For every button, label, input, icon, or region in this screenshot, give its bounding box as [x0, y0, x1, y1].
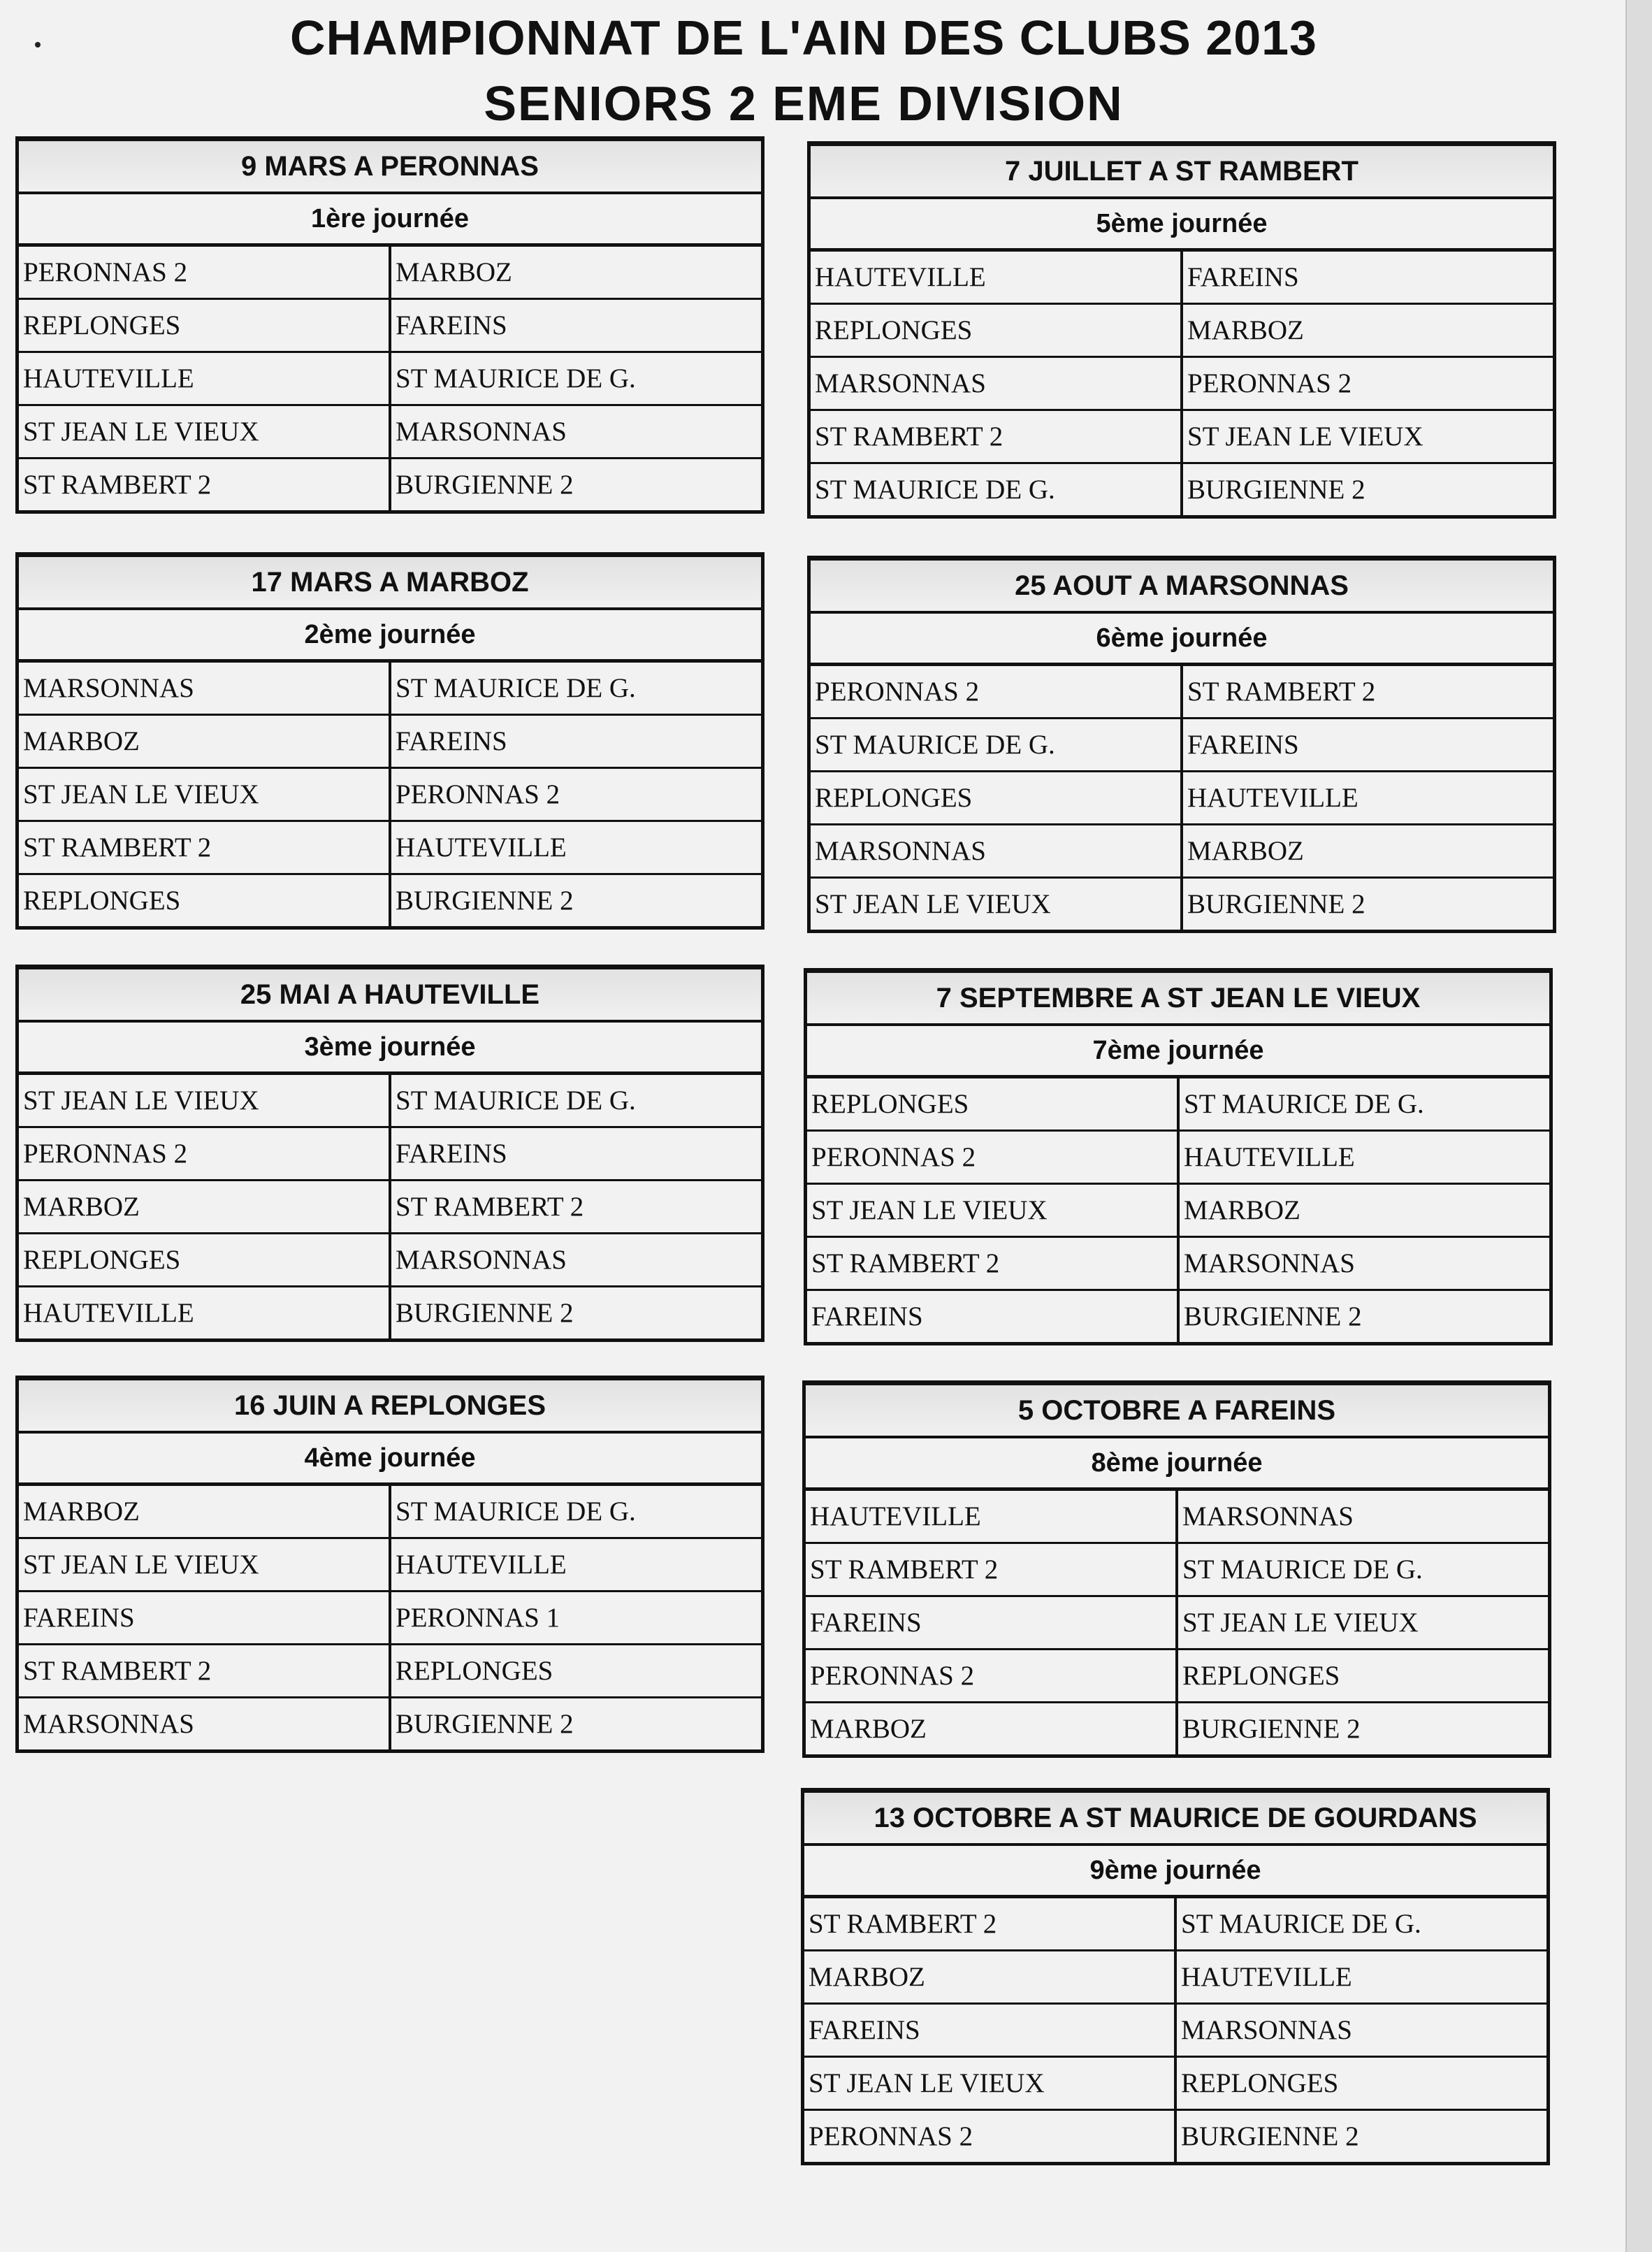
match-row [807, 1078, 1549, 1132]
match-row [811, 252, 1553, 305]
away-team: MARSONNAS [1181, 2015, 1352, 2045]
home-team: MARSONNAS [19, 663, 391, 714]
home-team: ST JEAN LE VIEUX [807, 1185, 1180, 1236]
away-team: FAREINS [1187, 730, 1299, 760]
match-row [19, 1075, 761, 1128]
away-team: FAREINS [396, 726, 507, 756]
home-team: HAUTEVILLE [811, 252, 1183, 303]
round-date-venue: 7 JUILLET A ST RAMBERT [811, 146, 1553, 199]
away-team: MARSONNAS [1182, 1501, 1354, 1531]
home-team: HAUTEVILLE [19, 353, 391, 404]
home-team: FAREINS [804, 2005, 1177, 2056]
match-row [807, 1132, 1549, 1185]
home-team: ST RAMBERT 2 [806, 1544, 1178, 1595]
home-team: REPLONGES [19, 1234, 391, 1285]
away-team: HAUTEVILLE [396, 1550, 567, 1580]
away-team: ST RAMBERT 2 [1187, 677, 1376, 707]
home-team: ST JEAN LE VIEUX [19, 769, 391, 820]
home-team: REPLONGES [811, 305, 1183, 356]
match-row [804, 1898, 1546, 1951]
away-team: FAREINS [1187, 262, 1299, 292]
match-row [19, 353, 761, 406]
away-team: MARBOZ [1187, 836, 1304, 866]
home-team: MARSONNAS [811, 358, 1183, 409]
away-team: BURGIENNE 2 [1182, 1714, 1361, 1744]
match-row [806, 1597, 1548, 1650]
home-team: ST RAMBERT 2 [19, 459, 391, 510]
home-team: PERONNAS 2 [807, 1132, 1180, 1183]
away-team: FAREINS [396, 310, 507, 340]
match-row [804, 2005, 1546, 2058]
round-number: 3ème journée [19, 1023, 761, 1075]
away-team: ST JEAN LE VIEUX [1182, 1608, 1419, 1638]
away-team: MARSONNAS [396, 417, 567, 447]
away-team: FAREINS [396, 1139, 507, 1169]
away-team: ST MAURICE DE G. [1184, 1089, 1424, 1119]
match-row [811, 411, 1553, 464]
away-team: ST MAURICE DE G. [1181, 1909, 1421, 1939]
match-row [806, 1703, 1548, 1754]
round-block [804, 968, 1553, 1345]
home-team: ST RAMBERT 2 [804, 1898, 1177, 1949]
round-number: 6ème journée [811, 614, 1553, 666]
home-team: REPLONGES [19, 875, 391, 926]
away-team: HAUTEVILLE [1181, 1962, 1352, 1992]
home-team: MARBOZ [19, 1486, 391, 1537]
match-row [19, 1698, 761, 1749]
match-row [806, 1544, 1548, 1597]
home-team: PERONNAS 2 [811, 666, 1183, 717]
away-team: PERONNAS 1 [396, 1603, 560, 1633]
home-team: MARBOZ [804, 1951, 1177, 2002]
round-number: 9ème journée [804, 1846, 1546, 1898]
match-row [19, 1592, 761, 1645]
away-team: REPLONGES [1182, 1661, 1340, 1691]
round-date-venue: 13 OCTOBRE A ST MAURICE DE GOURDANS [804, 1793, 1546, 1846]
document-subtitle: SENIORS 2 EME DIVISION [484, 76, 1124, 131]
match-row [19, 1181, 761, 1234]
home-team: ST JEAN LE VIEUX [19, 406, 391, 457]
home-team: MARSONNAS [811, 825, 1183, 876]
match-row [811, 666, 1553, 719]
home-team: REPLONGES [807, 1078, 1180, 1129]
away-team: BURGIENNE 2 [1187, 889, 1365, 919]
match-row [19, 406, 761, 459]
match-row [19, 663, 761, 716]
away-team: BURGIENNE 2 [396, 470, 574, 500]
round-date-venue: 17 MARS A MARBOZ [19, 557, 761, 610]
match-row [811, 305, 1553, 358]
round-block [807, 141, 1556, 519]
away-team: MARSONNAS [1184, 1248, 1355, 1278]
round-number: 5ème journée [811, 199, 1553, 252]
round-block [801, 1788, 1550, 2165]
away-team: HAUTEVILLE [1187, 783, 1358, 813]
home-team: MARBOZ [19, 1181, 391, 1232]
match-row [19, 459, 761, 510]
round-number: 7ème journée [807, 1026, 1549, 1078]
home-team: MARBOZ [19, 716, 391, 767]
match-row [19, 1539, 761, 1592]
home-team: FAREINS [806, 1597, 1178, 1648]
round-number: 8ème journée [806, 1438, 1548, 1491]
round-date-venue: 25 AOUT A MARSONNAS [811, 561, 1553, 614]
match-row [19, 1234, 761, 1287]
home-team: PERONNAS 2 [19, 247, 391, 298]
home-team: ST JEAN LE VIEUX [811, 879, 1183, 930]
match-row [811, 825, 1553, 879]
away-team: HAUTEVILLE [1184, 1142, 1355, 1172]
match-row [19, 1128, 761, 1181]
match-row [807, 1291, 1549, 1342]
home-team: REPLONGES [19, 300, 391, 351]
round-block [807, 556, 1556, 933]
round-number: 4ème journée [19, 1434, 761, 1486]
home-team: FAREINS [807, 1291, 1180, 1342]
match-row [19, 1645, 761, 1698]
round-block [15, 1376, 765, 1753]
match-row [19, 822, 761, 875]
home-team: HAUTEVILLE [19, 1287, 391, 1338]
home-team: ST JEAN LE VIEUX [19, 1539, 391, 1590]
away-team: BURGIENNE 2 [1184, 1301, 1362, 1331]
match-row [804, 2058, 1546, 2111]
round-date-venue: 16 JUIN A REPLONGES [19, 1380, 761, 1434]
home-team: ST RAMBERT 2 [19, 822, 391, 873]
away-team: BURGIENNE 2 [396, 886, 574, 916]
document-title: CHAMPIONNAT DE L'AIN DES CLUBS 2013 [290, 10, 1317, 65]
round-number: 1ère journée [19, 194, 761, 247]
away-team: BURGIENNE 2 [396, 1709, 574, 1739]
match-row [19, 716, 761, 769]
away-team: ST MAURICE DE G. [1182, 1554, 1423, 1585]
home-team: ST JEAN LE VIEUX [19, 1075, 391, 1126]
match-row [811, 879, 1553, 930]
away-team: MARSONNAS [396, 1245, 567, 1275]
match-row [19, 1287, 761, 1338]
home-team: PERONNAS 2 [19, 1128, 391, 1179]
away-team: ST MAURICE DE G. [396, 1085, 636, 1116]
match-row [804, 1951, 1546, 2005]
match-row [19, 247, 761, 300]
round-block [15, 552, 765, 930]
away-team: PERONNAS 2 [1187, 368, 1352, 398]
round-date-venue: 25 MAI A HAUTEVILLE [19, 969, 761, 1023]
match-row [804, 2111, 1546, 2162]
match-row [811, 719, 1553, 772]
home-team: MARSONNAS [19, 1698, 391, 1749]
home-team: ST RAMBERT 2 [807, 1238, 1180, 1289]
home-team: REPLONGES [811, 772, 1183, 823]
match-row [811, 358, 1553, 411]
match-row [806, 1491, 1548, 1544]
away-team: BURGIENNE 2 [1181, 2121, 1359, 2151]
round-date-venue: 7 SEPTEMBRE A ST JEAN LE VIEUX [807, 973, 1549, 1026]
away-team: MARBOZ [396, 257, 512, 287]
home-team: ST MAURICE DE G. [811, 464, 1183, 515]
match-row [811, 772, 1553, 825]
away-team: ST MAURICE DE G. [396, 1496, 636, 1526]
round-number: 2ème journée [19, 610, 761, 663]
round-block [802, 1380, 1551, 1758]
home-team: PERONNAS 2 [806, 1650, 1178, 1701]
page-edge [1625, 0, 1652, 2252]
home-team: FAREINS [19, 1592, 391, 1643]
away-team: ST MAURICE DE G. [396, 673, 636, 703]
home-team: ST RAMBERT 2 [19, 1645, 391, 1696]
away-team: ST RAMBERT 2 [396, 1192, 584, 1222]
away-team: BURGIENNE 2 [396, 1298, 574, 1328]
home-team: HAUTEVILLE [806, 1491, 1178, 1542]
round-date-venue: 5 OCTOBRE A FAREINS [806, 1385, 1548, 1438]
round-date-venue: 9 MARS A PERONNAS [19, 141, 761, 194]
round-block [15, 965, 765, 1342]
match-row [807, 1238, 1549, 1291]
away-team: REPLONGES [396, 1656, 553, 1686]
home-team: PERONNAS 2 [804, 2111, 1177, 2162]
match-row [19, 300, 761, 353]
away-team: REPLONGES [1181, 2068, 1339, 2098]
match-row [811, 464, 1553, 515]
away-team: MARBOZ [1187, 315, 1304, 345]
match-row [19, 875, 761, 926]
away-team: ST JEAN LE VIEUX [1187, 421, 1423, 452]
away-team: MARBOZ [1184, 1195, 1300, 1225]
match-row [19, 1486, 761, 1539]
match-row [806, 1650, 1548, 1703]
away-team: PERONNAS 2 [396, 779, 560, 809]
match-row [19, 769, 761, 822]
away-team: ST MAURICE DE G. [396, 363, 636, 394]
away-team: HAUTEVILLE [396, 832, 567, 862]
match-row [807, 1185, 1549, 1238]
round-block [15, 136, 765, 514]
home-team: ST MAURICE DE G. [811, 719, 1183, 770]
home-team: MARBOZ [806, 1703, 1178, 1754]
home-team: ST JEAN LE VIEUX [804, 2058, 1177, 2109]
home-team: ST RAMBERT 2 [811, 411, 1183, 462]
away-team: BURGIENNE 2 [1187, 475, 1365, 505]
